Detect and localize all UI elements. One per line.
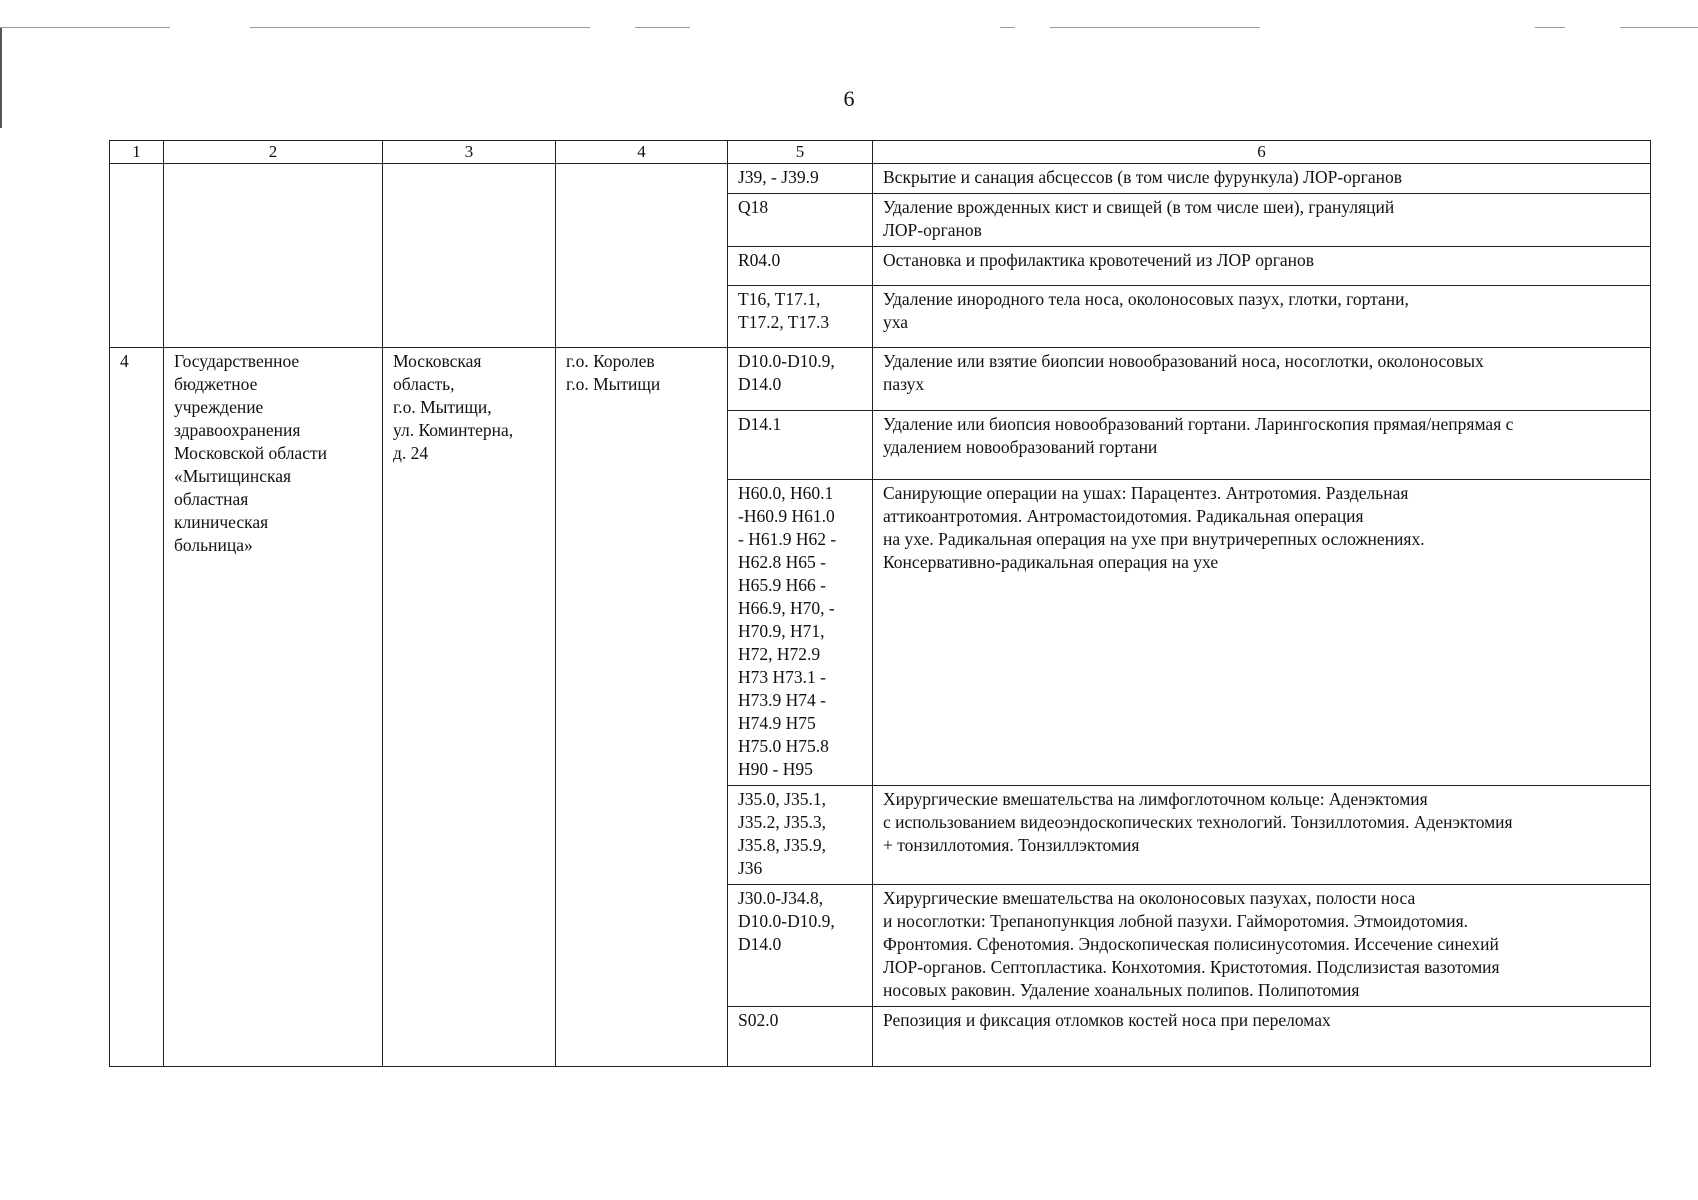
diagnosis-codes-cell: H60.0, H60.1 -H60.9 H61.0 - H61.9 H62 - H62.8 H65 - H65.9 H66 - H66.9, H70, - H70.9, H71, H72, H72.9 H73 H73.1 - H73.9 H74 - H74.9 H75 H75.0 H75.8 H90 - H95 [728,480,873,786]
row-number-cell: 4 [110,348,164,1067]
scan-line [635,27,690,28]
scan-line [1535,27,1565,28]
medical-services-table [109,140,1651,1067]
table-header-row [110,141,1651,164]
procedure-cell: Остановка и профилактика кровотечений из ЛОР органов [873,247,1651,286]
column-header-5: 5 [728,141,873,164]
column-header-3: 3 [383,141,556,164]
procedure-cell: Репозиция и фиксация отломков костей носа при переломах [873,1007,1651,1067]
diagnosis-codes-cell: J35.0, J35.1, J35.2, J35.3, J35.8, J35.9, J36 [728,786,873,885]
procedure-cell: Санирующие операции на ушах: Парацентез. Антротомия. Раздельная аттикоантротомия. Антромастоидотомия. Радикальная операция на ухе. Радикальная операция на ухе при внутричерепных осложнениях. Консервативно-радикальная операция на ухе [873,480,1651,786]
diagnosis-codes-cell: D14.1 [728,411,873,480]
scan-line [1050,27,1260,28]
table-row [110,164,1651,194]
diagnosis-codes-cell: R04.0 [728,247,873,286]
diagnosis-codes-cell: T16, T17.1, T17.2, T17.3 [728,286,873,348]
procedure-cell: Удаление врожденных кист и свищей (в том числе шеи), грануляций ЛОР-органов [873,194,1651,247]
scan-edge-mark [0,28,2,128]
procedure-cell: Удаление инородного тела носа, околоносовых пазух, глотки, гортани, уха [873,286,1651,348]
empty-address-cell [383,164,556,348]
empty-number-cell [110,164,164,348]
empty-institution-cell [164,164,383,348]
scan-line [250,27,590,28]
procedure-cell: Удаление или биопсия новообразований гортани. Ларингоскопия прямая/непрямая с удалением новообразований гортани [873,411,1651,480]
diagnosis-codes-cell: S02.0 [728,1007,873,1067]
procedure-cell: Хирургические вмешательства на лимфоглоточном кольце: Аденэктомия с использованием видеоэндоскопических технологий. Тонзиллотомия. Аденэктомия + тонзиллотомия. Тонзиллэктомия [873,786,1651,885]
institution-name-cell: Государственное бюджетное учреждение здравоохранения Московской области «Мытищинская областная клиническая больница» [164,348,383,1067]
column-header-1: 1 [110,141,164,164]
table-row [110,348,1651,411]
page-number: 6 [843,86,855,111]
diagnosis-codes-cell: J39, - J39.9 [728,164,873,194]
empty-area-cell [556,164,728,348]
column-header-2: 2 [164,141,383,164]
column-header-6: 6 [873,141,1651,164]
procedure-cell: Удаление или взятие биопсии новообразований носа, носоглотки, околоносовых пазух [873,348,1651,411]
procedure-cell: Хирургические вмешательства на околоносовых пазухах, полости носа и носоглотки: Трепанопункция лобной пазухи. Гайморотомия. Этмоидотомия. Фронтомия. Сфенотомия. Эндоскопическая полисинусотомия. Иссечение синехий ЛОР-органов. Септопластика. Конхотомия. Кристотомия. Подслизистая вазотомия носовых раковин. Удаление хоанальных полипов. Полипотомия [873,885,1651,1007]
column-header-4: 4 [556,141,728,164]
diagnosis-codes-cell: Q18 [728,194,873,247]
procedure-cell: Вскрытие и санация абсцессов (в том числе фурункула) ЛОР-органов [873,164,1651,194]
diagnosis-codes-cell: J30.0-J34.8, D10.0-D10.9, D14.0 [728,885,873,1007]
scan-line [1000,27,1015,28]
scan-line [0,27,170,28]
service-area-cell: г.о. Королев г.о. Мытищи [556,348,728,1067]
institution-address-cell: Московская область, г.о. Мытищи, ул. Коминтерна, д. 24 [383,348,556,1067]
diagnosis-codes-cell: D10.0-D10.9, D14.0 [728,348,873,411]
scan-line [1620,27,1698,28]
